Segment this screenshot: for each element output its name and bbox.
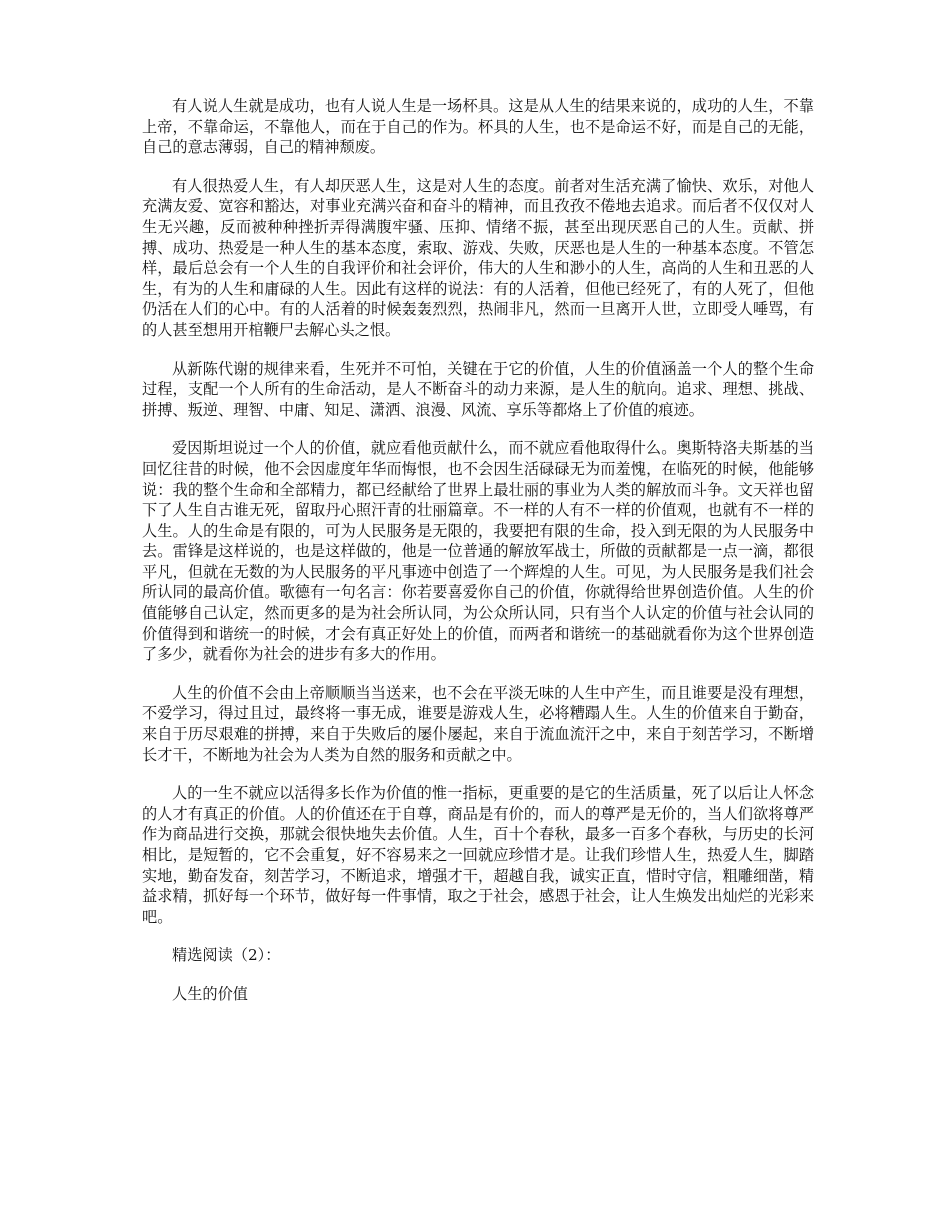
section-label: 精选阅读（2）： <box>172 946 281 965</box>
document-body <box>142 96 814 1023</box>
paragraph-3: 从新陈代谢的规律来看，生死并不可怕，关键在于它的价值，人生的价值涵盖一个人的整个生命过程，支配一个人所有的生命活动，是人不断奋斗的动力来源，是人生的航向。追求、理想、挑战、拼搏、叛逆、理智、中庸、知足、潇洒、浪漫、风流、享乐等都烙上了价值的痕迹。 <box>142 359 814 419</box>
paragraph-4: 爱因斯坦说过一个人的价值，就应看他贡献什么，而不就应看他取得什么。奥斯特洛夫斯基的当回忆往昔的时候，他不会因虚度年华而悔恨，也不会因生活碌碌无为而羞愧，在临死的时候，他能够说：我的整个生命和全部精力，都已经献给了世界上最壮丽的事业为人类的解放而斗争。文天祥也留下了人生自古谁无死，留取丹心照汗青的壮丽篇章。不一样的人有不一样的价值观，也就有不一样的人生。人的生命是有限的，可为人民服务是无限的，我要把有限的生命，投入到无限的为人民服务中去。雷锋是这样说的，也是这样做的，他是一位普通的解放军战士，所做的贡献都是一点一滴，都很平凡，但就在无数的为人民服务的平凡事迹中创造了一个辉煌的人生。可见，为人民服务是我们社会所认同的最高价值。歌德有一句名言：你若要喜爱你自己的价值，你就得给世界创造价值。人生的价值能够自己认定，然而更多的是为社会所认同，为公众所认同，只有当个人认定的价值与社会认同的价值得到和谐统一的时候，才会有真正好处上的价值，而两者和谐统一的基础就看你为这个世界创造了多少，就看你为社会的进步有多大的作用。 <box>142 439 814 664</box>
paragraph-2: 有人很热爱人生，有人却厌恶人生，这是对人生的态度。前者对生活充满了愉快、欢乐，对他人充满友爱、宽容和豁达，对事业充满兴奋和奋斗的精神，而且孜孜不倦地去追求。而后者不仅仅对人生无兴趣，反而被种种挫折弄得满腹牢骚、压抑、情绪不振，甚至出现厌恶自己的人生。贡献、拼搏、成功、热爱是一种人生的基本态度，索取、游戏、失败，厌恶也是人生的一种基本态度。不管怎样，最后总会有一个人生的自我评价和社会评价，伟大的人生和渺小的人生，高尚的人生和丑恶的人生，有为的人生和庸碌的人生。因此有这样的说法：有的人活着，但他已经死了，有的人死了，但他仍活在人们的心中。有的人活着的时候轰轰烈烈，热闹非凡，然而一旦离开人世，立即受人唾骂，有的人甚至想用开棺鞭尸去解心头之恨。 <box>142 176 814 339</box>
paragraph-5: 人生的价值不会由上帝顺顺当当送来，也不会在平淡无味的人生中产生，而且谁要是没有理想，不爱学习，得过且过，最终将一事无成，谁要是游戏人生，必将糟蹋人生。人生的价值来自于勤奋，来自于历尽艰难的拼搏，来自于失败后的屡仆屡起，来自于流血流汗之中，来自于刻苦学习，不断增长才干，不断地为社会为人类为自然的服务和贡献之中。 <box>142 683 814 764</box>
paragraph-6: 人的一生不就应以活得多长作为价值的惟一指标，更重要的是它的生活质量，死了以后让人怀念的人才有真正的价值。人的价值还在于自尊，商品是有价的，而人的尊严是无价的，当人们欲将尊严作为商品进行交换，那就会很快地失去价值。人生，百十个春秋，最多一百多个春秋，与历史的长河相比，是短暂的，它不会重复，好不容易来之一回就应珍惜才是。让我们珍惜人生，热爱人生，脚踏实地，勤奋发奋，刻苦学习，不断追求，增强才干，超越自我，诚实正直，惜时守信，粗雕细凿，精益求精，抓好每一个环节，做好每一件事情，取之于社会，感恩于社会，让人生焕发出灿烂的光彩来吧。 <box>142 784 814 926</box>
paragraph-1: 有人说人生就是成功，也有人说人生是一场杯具。这是从人生的结果来说的，成功的人生，不靠上帝，不靠命运，不靠他人，而在于自己的作为。杯具的人生，也不是命运不好，而是自己的无能，自己的意志薄弱，自己的精神颓废。 <box>142 97 814 157</box>
section-title: 人生的价值 <box>172 984 248 1003</box>
